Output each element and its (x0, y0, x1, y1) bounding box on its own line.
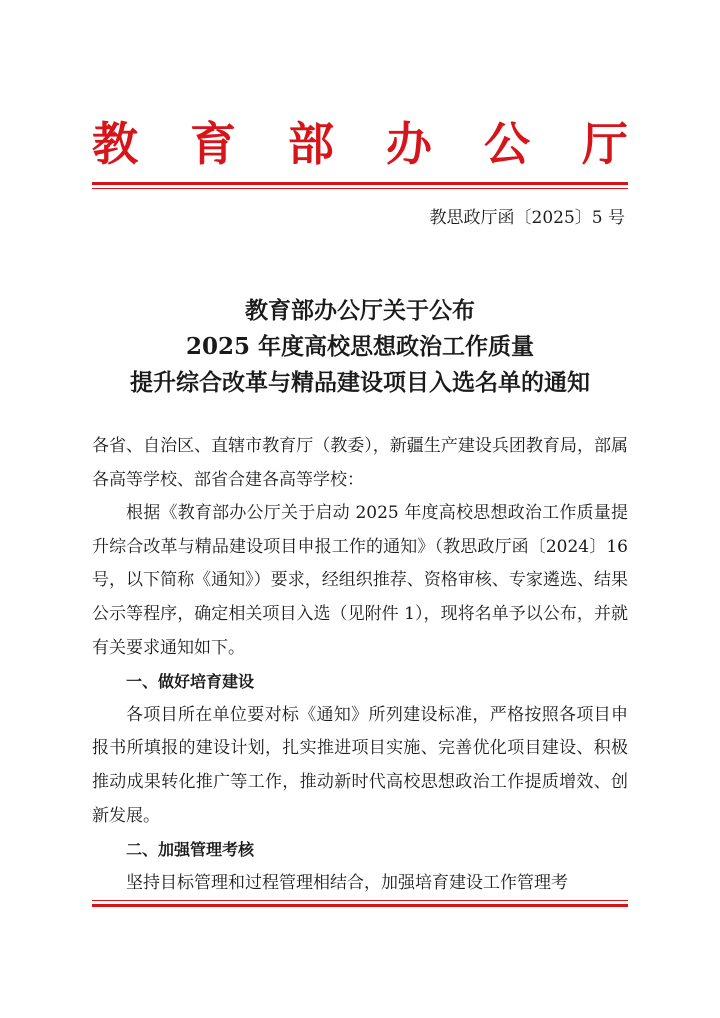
document-number: 教思政厅函〔2025〕5 号 (429, 208, 625, 228)
masthead-char: 厅 (582, 117, 628, 171)
red-separator-top (92, 182, 628, 193)
title-line-2: 2025 年度高校思想政治工作质量 (185, 333, 535, 360)
title-line-1: 教育部办公厅关于公布 (245, 297, 475, 324)
masthead-char: 办 (386, 117, 432, 171)
masthead-char: 部 (288, 117, 334, 171)
addressee: 各省、自治区、直辖市教育厅（教委），新疆生产建设兵团教育局，部属各高等学校、部省合建各高等学校： (92, 436, 628, 490)
section-heading-2: 二、加强管理考核 (126, 840, 255, 860)
section-heading-1: 一、做好培育建设 (126, 672, 255, 692)
masthead-char: 育 (190, 117, 236, 171)
paragraph-management: 坚持目标管理和过程管理相结合，加强培育建设工作管理考 (126, 872, 568, 893)
document-body (92, 430, 628, 900)
document-title (92, 293, 628, 401)
title-line-3: 提升综合改革与精品建设项目入选名单的通知 (130, 369, 590, 396)
paragraph-cultivation: 各项目所在单位要对标《通知》所列建设标准，严格按照各项目申报书所填报的建设计划，扎实推进项目实施、完善优化项目建设、积极推动成果转化推广等工作，推动新时代高校思想政治工作提质增效、创新发展。 (92, 704, 628, 826)
masthead-char: 公 (484, 117, 530, 171)
masthead-char: 教 (92, 117, 138, 171)
red-separator-bottom (92, 900, 628, 911)
issuer-masthead (92, 112, 628, 176)
paragraph-intro: 根据《教育部办公厅关于启动 2025 年度高校思想政治工作质量提升综合改革与精品建设项目申报工作的通知》（教思政厅函〔2024〕16 号，以下简称《通知》）要求，经组织推荐、资格审核、专家遴选、结果公示等程序，确定相关项目入选（见附件 1），现将名单予以公布，并就有关要求通知如下。 (92, 503, 628, 658)
